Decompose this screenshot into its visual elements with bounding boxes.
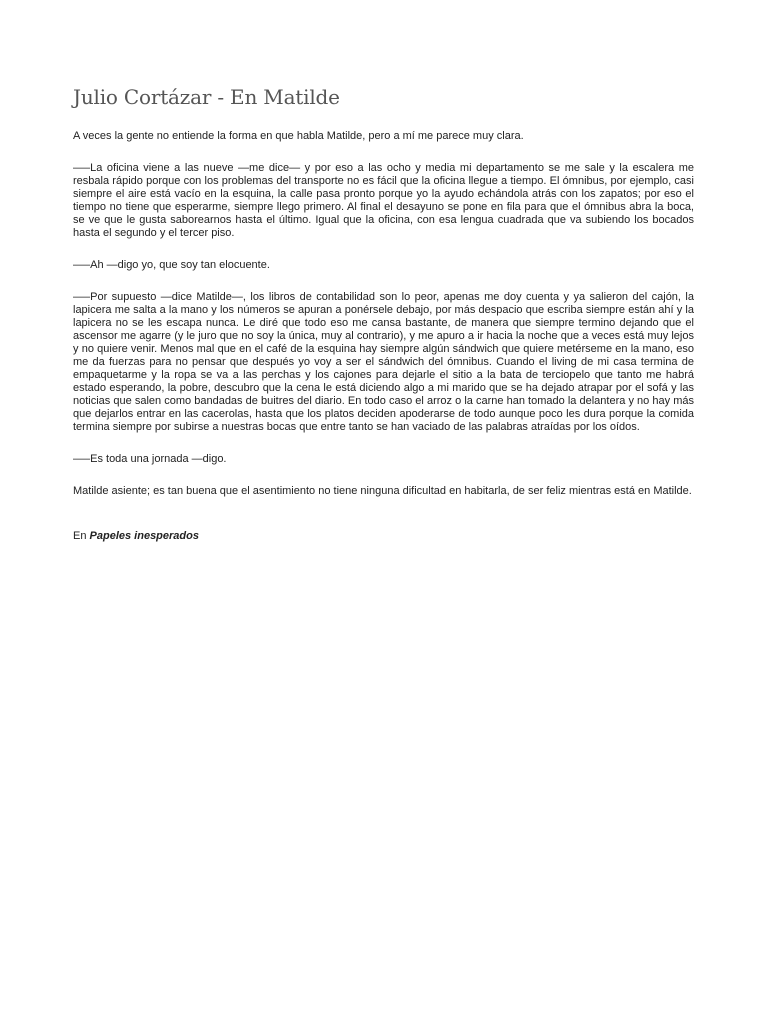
document-title: Julio Cortázar - En Matilde <box>73 85 340 109</box>
paragraph-por-supuesto: —–Por supuesto —dice Matilde—, los libros de contabilidad son lo peor, apenas me doy cuenta y ya salieron del cajón, la lapicera me salta a la mano y los números se apuran a ponérsele debajo, por más despacio que escriba siempre están ahí y la lapicera no se les escapa nunca. Le diré que todo eso me cansa bastante, de manera que siempre termino dejando que el ascensor me agarre (y le juro que no soy la única, muy al contrario), y me apuro a ir hacia la noche que a veces está muy lejos y no quiere venir. Menos mal que en el café de la esquina hay siempre algún sándwich que quiere metérseme en la mano, eso me da fuerzas para no pensar que después yo voy a ser el sándwich del ómnibus. Cuando el living de mi casa termina de empaquetarme y la ropa se va a las perchas y los cajones para dejarle el sitio a la bata de terciopelo que tanto me habrá estado esperando, la pobre, descubro que la cena le está diciendo algo a mi marido que se ha dejado atrapar por el sofá y las noticias que salen como bandadas de buitres del diario. En todo caso el arroz o la carne han tomado la delantera y no hay más que dejarlos entrar en las cacerolas, hasta que los platos deciden apoderarse de todo aunque poco les dura porque la comida termina siempre por subirse a nuestras bocas que entre tanto se han vaciado de las palabras atraídas por los oídos. <box>73 291 694 433</box>
document-page <box>73 84 694 543</box>
paragraph-jornada: —–Es toda una jornada —digo. <box>73 453 227 465</box>
paragraph-ah: —–Ah —digo yo, que soy tan elocuente. <box>73 259 270 271</box>
source-prefix: En <box>73 530 87 542</box>
source-book-title: Papeles inesperados <box>89 530 199 542</box>
paragraph-oficina: —–La oficina viene a las nueve —me dice— y por eso a las ocho y media mi departamento se me sale y la escalera me resbala rápido porque con los problemas del transporte no es fácil que la oficina llegue a tiempo. El ómnibus, por ejemplo, casi siempre el aire está vacío en la esquina, la calle pasa pronto porque yo la ayudo echándola atrás con los zapatos; por eso el tiempo no tiene que esperarme, siempre llego primero. Al final el desayuno se pone en fila para que el ómnibus abra la boca, se ve que le gusta saborearnos hasta el último. Igual que la oficina, con esa lengua cuadrada que va subiendo los bocados hasta el segundo y el tercer piso. <box>73 162 694 239</box>
paragraph-matilde-asiente: Matilde asiente; es tan buena que el asentimiento no tiene ninguna dificultad en habitarla, de ser feliz mientras está en Matilde. <box>73 485 692 497</box>
paragraph-intro: A veces la gente no entiende la forma en que habla Matilde, pero a mí me parece muy clara. <box>73 130 524 142</box>
source-citation <box>73 530 694 543</box>
